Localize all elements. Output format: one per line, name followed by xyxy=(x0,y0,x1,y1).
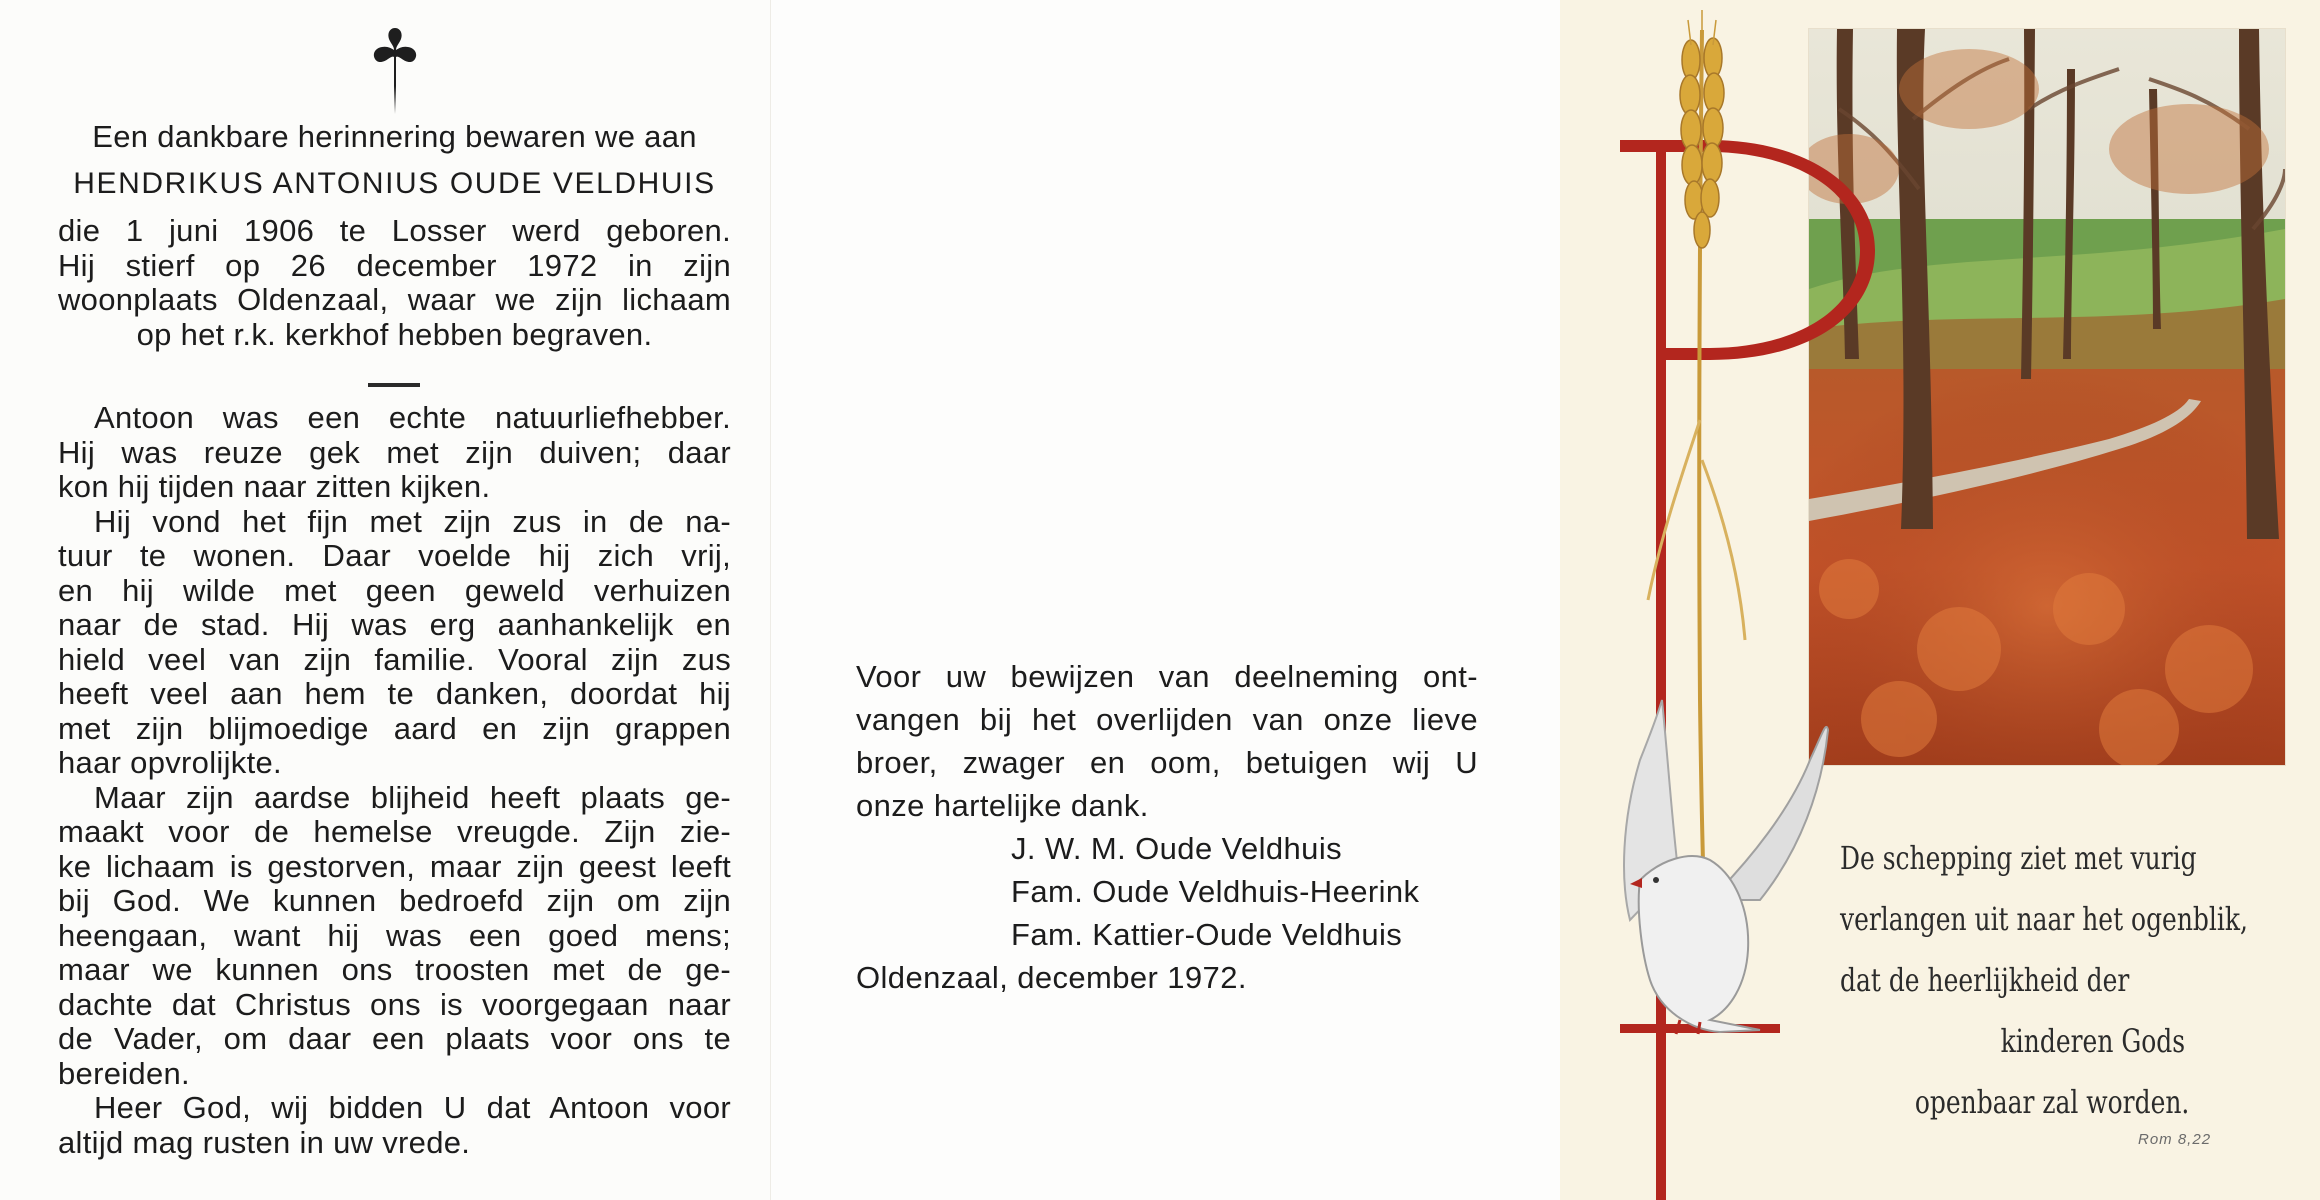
verse-line: openbaar zal worden. xyxy=(1914,1083,2190,1121)
verse-line: verlangen uit naar het ogenblik, xyxy=(1840,900,2248,938)
story-line: Antoon was een echte natuurliefhebber. xyxy=(94,400,731,435)
story-line: heeft veel aan hem te danken, doordat hij xyxy=(58,676,731,711)
story-line: bereiden. xyxy=(58,1055,190,1091)
verse-line: dat de heerlijkheid der xyxy=(1840,961,2130,999)
verse-line: kinderen Gods xyxy=(2000,1022,2186,1060)
story-line: maakt voor de hemelse vreugde. Zijn zie- xyxy=(58,814,731,849)
story-text xyxy=(58,401,731,1160)
place-date: Oldenzaal, december 1972. xyxy=(856,960,1247,995)
signature-line: J. W. M. Oude Veldhuis xyxy=(1011,831,1343,866)
right-panel xyxy=(1560,0,2320,1200)
story-line: Heer God, wij bidden U dat Antoon voor xyxy=(94,1090,731,1125)
story-line: naar de stad. Hij was erg aanhankelijk en xyxy=(58,607,731,642)
story-line: hield veel van zijn familie. Vooral zijn zus xyxy=(58,641,731,677)
story-line: ke lichaam is gestorven, maar zijn geest leeft xyxy=(58,848,731,884)
signature-line: Fam. Kattier-Oude Veldhuis xyxy=(1011,917,1403,952)
intro-line: op het r.k. kerkhof hebben begraven. xyxy=(136,316,653,352)
story-line: Hij vond het fijn met zijn zus in de na- xyxy=(94,503,731,539)
story-line: de Vader, om daar een plaats voor ons te xyxy=(58,1021,731,1056)
thanks-text xyxy=(856,655,1478,999)
story-line: bij God. We kunnen bedroefd zijn om zijn xyxy=(58,883,731,918)
story-line: tuur te wonen. Daar voelde hij zich vrij, xyxy=(58,538,731,573)
signature-line: Fam. Oude Veldhuis-Heerink xyxy=(1011,874,1420,909)
dove-icon xyxy=(1624,700,1828,1034)
story-line: en hij wilde met geen geweld verhuizen xyxy=(58,572,731,608)
scripture-verse xyxy=(1840,828,2248,1133)
intro-line: die 1 juni 1906 te Losser werd geboren. xyxy=(58,213,731,248)
cross-icon xyxy=(370,26,420,116)
left-panel xyxy=(0,0,770,1200)
thanks-line: vangen bij het overlijden van onze lieve xyxy=(856,702,1478,737)
middle-panel xyxy=(770,0,1561,1200)
thanks-line: Voor uw bewijzen van deelneming ont- xyxy=(856,659,1478,694)
story-line: haar opvrolijkte. xyxy=(58,745,282,780)
story-line: Hij was reuze gek met zijn duiven; daar xyxy=(58,434,731,470)
story-line: heengaan, want hij was een goed mens; xyxy=(58,917,731,953)
thanks-line: broer, zwager en oom, betuigen wij U xyxy=(856,745,1478,780)
verse-reference: Rom 8,22 xyxy=(2138,1131,2212,1148)
deceased-name: HENDRIKUS ANTONIUS OUDE VELDHUIS xyxy=(73,166,716,200)
thanks-line: onze hartelijke dank. xyxy=(856,788,1149,823)
intro-line: woonplaats Oldenzaal, waar we zijn lichaam xyxy=(58,282,731,317)
verse-line: De schepping ziet met vurig xyxy=(1840,839,2197,877)
story-line: dachte dat Christus ons is voorgegaan naar xyxy=(58,986,731,1022)
story-line: Maar zijn aardse blijheid heeft plaats ge- xyxy=(94,779,731,815)
story-line: altijd mag rusten in uw vrede. xyxy=(58,1124,471,1160)
intro-text xyxy=(58,120,731,352)
story-line: maar we kunnen ons troosten met de ge- xyxy=(58,952,731,987)
intro-line: Een dankbare herinnering bewaren we aan xyxy=(92,119,697,154)
divider xyxy=(368,383,420,387)
story-line: met zijn blijmoedige aard en zijn grappen xyxy=(58,710,731,746)
intro-line: Hij stierf op 26 december 1972 in zijn xyxy=(58,247,731,283)
story-line: kon hij tijden naar zitten kijken. xyxy=(58,469,491,504)
